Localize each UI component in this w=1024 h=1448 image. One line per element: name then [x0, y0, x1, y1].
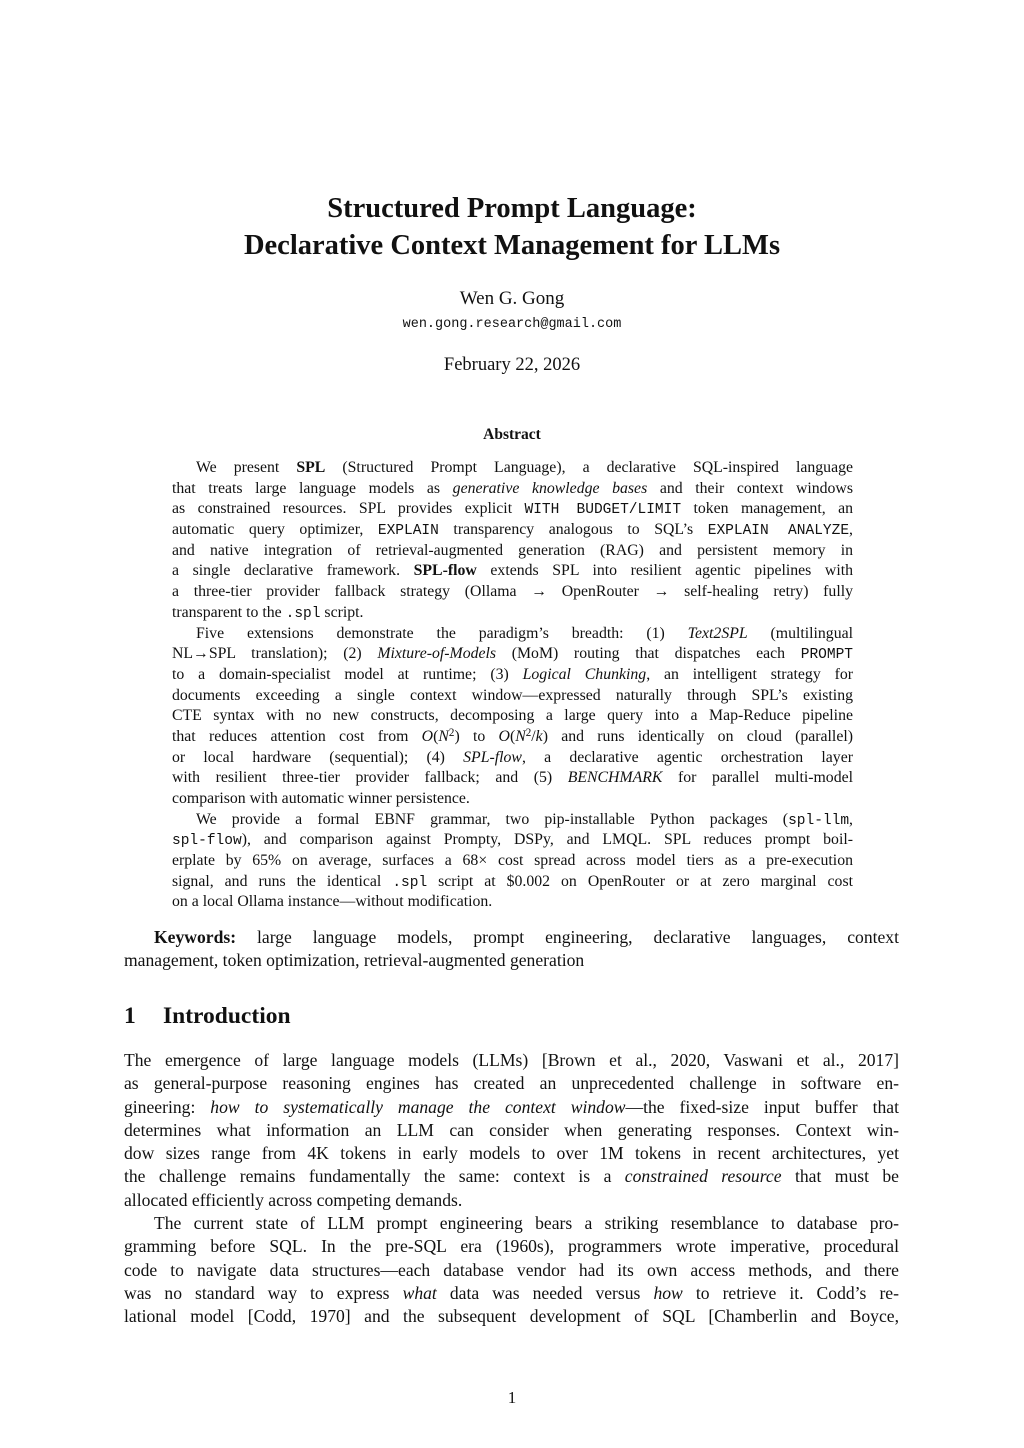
text-line [124, 1189, 899, 1212]
page-number: 1 [507, 1388, 517, 1407]
text-run: on a local Ollama instance—without modification. [172, 893, 493, 911]
text-line [172, 830, 853, 851]
text-line [172, 810, 853, 831]
text-run: and native integration of retrieval-augmented generation (RAG) and persistent memory in [172, 541, 853, 559]
text-run: constrained resource [624, 1166, 782, 1187]
text-run: allocated efficiently across competing demands. [124, 1189, 463, 1210]
text-run: WITH BUDGET/LIMIT [524, 502, 682, 519]
text-run: Logical Chunking [522, 665, 647, 683]
author-name: Wen G. Gong [459, 288, 565, 309]
text-line [172, 458, 853, 479]
text-run: Keywords: [154, 927, 237, 947]
text-line [124, 1165, 899, 1188]
text-run: Text2SPL [687, 624, 748, 642]
text-run: token management, an [681, 500, 853, 518]
text-line [172, 499, 853, 520]
text-run: 2 [525, 726, 532, 739]
keywords [124, 926, 899, 973]
text-run: transparency analogous to SQL’s [438, 521, 708, 539]
text-line [124, 1212, 899, 1235]
text-run: , a declarative agentic orchestration layer [521, 748, 853, 766]
text-run: spl-flow [172, 833, 242, 850]
text-line [124, 1119, 899, 1142]
text-line [124, 1235, 899, 1258]
text-run: BENCHMARK [567, 769, 663, 787]
text-run: ( [433, 727, 439, 745]
section-heading [124, 1003, 291, 1030]
text-run: .spl [392, 874, 428, 891]
text-line [124, 1072, 899, 1095]
text-run: large language models, prompt engineering, declarative languages, context [236, 927, 899, 947]
text-run: N [515, 727, 526, 745]
text-run: (Structured Prompt Language), a declarative SQL-inspired language [325, 459, 853, 476]
text-run: —the fixed-size input buffer that [625, 1096, 899, 1117]
text-run: as constrained resources. SPL provides explicit [172, 500, 525, 518]
text-run: with resilient three-tier provider fallback; and (5) [172, 769, 568, 787]
text-run: N [438, 727, 449, 745]
text-run: dow sizes range from 4K tokens in early models to over 1M tokens in recent architectures, yet [124, 1143, 899, 1164]
text-run: , [849, 521, 853, 539]
section-number: 1 [124, 1003, 136, 1029]
text-line [172, 768, 853, 789]
text-line [124, 1049, 899, 1072]
text-run: .spl [285, 605, 321, 622]
text-line [172, 644, 853, 665]
text-run: that reduces attention cost from [172, 727, 422, 745]
text-run: how to systematically manage the context window [210, 1096, 626, 1117]
text-run: The current state of LLM prompt engineering bears a striking resemblance to database pro- [154, 1213, 899, 1234]
text-line [172, 665, 853, 686]
text-run: O [498, 727, 510, 745]
text-run: transparent to the [172, 603, 286, 621]
text-line [172, 727, 853, 748]
title-line-1: Structured Prompt Language: [327, 193, 697, 224]
text-run: erplate by 65% on average, surfaces a 68× cost spread across model tiers as a pre-execution [172, 852, 853, 870]
text-run: determines what information an LLM can consider when generating responses. Context win- [124, 1119, 899, 1140]
text-line [124, 949, 899, 972]
text-run: spl-llm [788, 812, 850, 829]
author-email: wen.gong.research@gmail.com [402, 317, 622, 332]
text-run: gineering: [124, 1096, 211, 1117]
text-run: Mixture-of-Models [377, 645, 497, 663]
text-line [172, 479, 853, 500]
text-run: as general-purpose reasoning engines has created an unprecedented challenge in software en- [124, 1073, 899, 1094]
text-line [172, 748, 853, 769]
text-run: comparison with automatic winner persistence. [172, 790, 470, 807]
text-run: to retrieve it. Codd’s re- [682, 1282, 899, 1303]
text-run: , an intelligent strategy for [646, 665, 854, 683]
text-run: code to navigate data structures—each database vendor had its own access methods, and there [124, 1259, 899, 1280]
text-run: or local hardware (sequential); (4) [172, 748, 464, 766]
text-line [172, 851, 853, 872]
abstract-body [172, 458, 853, 913]
text-run: EXPLAIN ANALYZE [707, 523, 850, 540]
text-run: management, token optimization, retrieval-augmented generation [124, 950, 585, 971]
text-run: what [402, 1282, 437, 1303]
text-run: was no standard way to express [124, 1282, 403, 1303]
text-run: k [535, 727, 543, 745]
text-run: ) to [454, 727, 499, 745]
text-run: to a domain-specialist model at runtime; (3) [172, 665, 523, 683]
text-run: ) and runs identically on cloud (parallel) [542, 727, 853, 745]
text-run: We present [196, 459, 297, 476]
title-line-2: Declarative Context Management for LLMs [243, 230, 781, 261]
text-run: 2 [448, 726, 455, 739]
text-line [172, 520, 853, 541]
text-run: data was needed versus [436, 1282, 654, 1303]
text-run: for parallel multi-model [662, 769, 853, 787]
introduction-body [124, 1049, 899, 1329]
text-run: and their context windows [647, 479, 853, 497]
text-run: CTE syntax with no new constructs, decomposing a large query into a Map-Reduce pipeline [172, 707, 853, 725]
text-run: SPL [296, 459, 326, 476]
text-run: / [531, 727, 536, 745]
text-run: the challenge remains fundamentally the same: context is a [124, 1166, 625, 1187]
text-run: script at $0.002 on OpenRouter or at zero marginal cost [427, 872, 853, 890]
text-line [172, 561, 853, 582]
text-line [124, 1096, 899, 1119]
paper-date: February 22, 2026 [443, 355, 581, 375]
text-run: (MoM) routing that dispatches each [496, 645, 801, 663]
text-run: SPL-flow [463, 748, 522, 766]
text-run: that must be [781, 1166, 899, 1187]
text-run: that treats large language models as [172, 479, 453, 497]
text-run: PROMPT [800, 647, 854, 664]
abstract-heading: Abstract [483, 426, 541, 443]
text-line [124, 1282, 899, 1305]
text-run: We provide a formal EBNF grammar, two pip-installable Python packages ( [196, 810, 789, 828]
text-run: Five extensions demonstrate the paradigm’s breadth: (1) [196, 624, 688, 642]
text-line [172, 541, 853, 562]
text-run: generative knowledge bases [452, 479, 648, 497]
text-run: extends SPL into resilient agentic pipelines with [476, 562, 854, 580]
text-line [124, 1305, 899, 1328]
text-line [172, 603, 853, 624]
text-run: EXPLAIN [377, 523, 439, 540]
text-line [172, 892, 853, 913]
text-line [124, 1259, 899, 1282]
text-run: documents exceeding a single context window—expressed naturally through SPL’s existing [172, 686, 853, 704]
text-line [172, 582, 853, 603]
text-run: a three-tier provider fallback strategy (Ollama → OpenRouter → self-healing retry) fully [172, 583, 853, 601]
paper-title [0, 190, 1024, 264]
text-line [124, 1142, 899, 1165]
text-line [172, 706, 853, 727]
text-line [172, 686, 853, 707]
text-run: NL→SPL translation); (2) [172, 645, 378, 663]
text-line [172, 872, 853, 893]
text-run: a single declarative framework. [172, 562, 414, 580]
text-run: The emergence of large language models (LLMs) [Brown et al., 2020, Vaswani et al., 2017] [124, 1050, 899, 1070]
text-run: ( [509, 727, 516, 745]
text-run: O [421, 727, 434, 745]
text-run: (multilingual [747, 624, 854, 642]
text-run: automatic query optimizer, [172, 521, 378, 539]
text-run: script. [320, 603, 364, 621]
text-line [172, 789, 853, 810]
text-line [124, 926, 899, 949]
section-title: Introduction [163, 1003, 291, 1029]
text-run: , [849, 810, 853, 828]
text-run: how [653, 1282, 683, 1303]
text-run: gramming before SQL. In the pre-SQL era (1960s), programmers wrote imperative, procedural [124, 1236, 899, 1257]
text-line [172, 624, 853, 645]
text-run: ), and comparison against Prompty, DSPy, and LMQL. SPL reduces prompt boil- [241, 831, 853, 849]
text-run: signal, and runs the identical [172, 872, 393, 890]
text-run: lational model [Codd, 1970] and the subsequent development of SQL [Chamberlin and Boyce, [124, 1306, 899, 1327]
text-run: SPL-flow [413, 562, 477, 580]
